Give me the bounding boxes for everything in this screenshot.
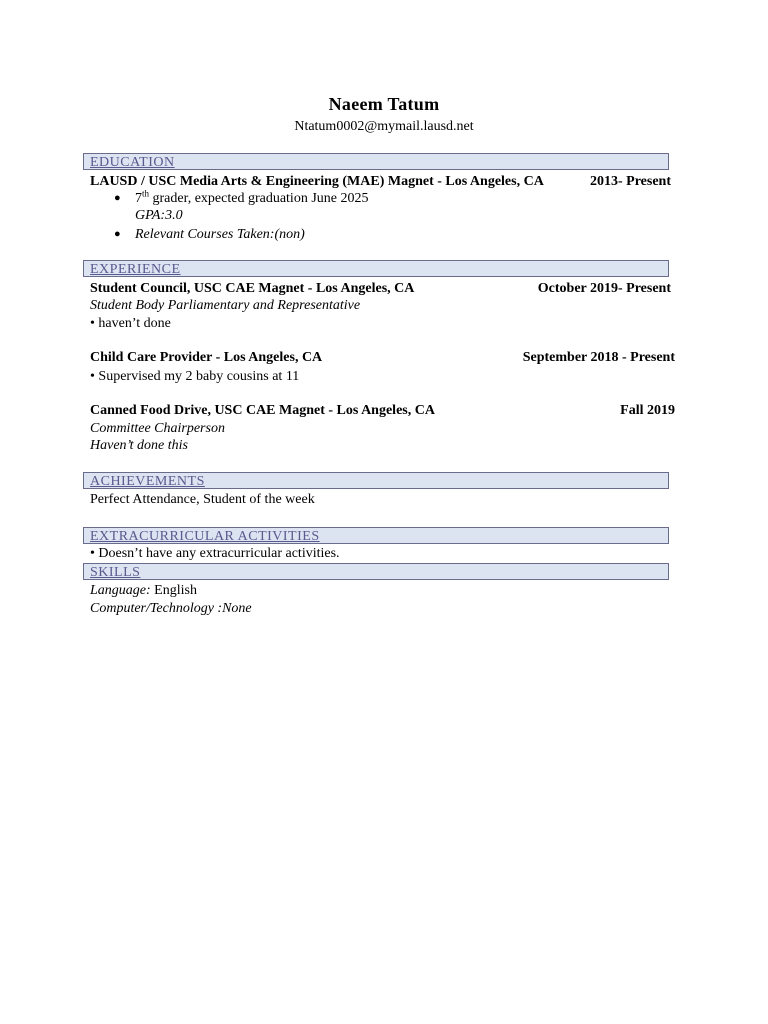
job-detail: • haven’t done [90,316,171,331]
section-title: SKILLS [90,565,141,580]
section-header-education [83,153,669,170]
job-title: Student Council, USC CAE Magnet - Los Angeles, CA [90,281,415,296]
job-role: Committee Chairperson [90,421,225,436]
bullet-icon: ● [114,228,121,240]
education-grade: 7th grader, expected graduation June 2025 [135,188,369,206]
section-title: EXPERIENCE [90,262,181,277]
education-dates: 2013- Present [590,174,671,189]
education-school: LAUSD / USC Media Arts & Engineering (MAE) Magnet - Los Angeles, CA [90,174,544,189]
section-header-achievements [83,472,669,489]
extracurricular-text: • Doesn’t have any extracurricular activities. [90,546,340,561]
section-title: ACHIEVEMENTS [90,474,205,489]
section-header-extracurricular [83,527,669,544]
skills-computer: Computer/Technology :None [90,601,252,616]
job-detail: Haven’t done this [90,438,188,453]
job-dates: October 2019- Present [537,281,671,296]
achievements-text: Perfect Attendance, Student of the week [90,492,315,507]
job-title: Child Care Provider - Los Angeles, CA [90,350,323,365]
job-detail: • Supervised my 2 baby cousins at 11 [90,369,300,384]
job-title: Canned Food Drive, USC CAE Magnet - Los Angeles, CA [90,403,435,418]
job-dates: September 2018 - Present [522,350,675,365]
section-title: EDUCATION [90,155,175,170]
education-courses: Relevant Courses Taken:(non) [135,227,305,242]
candidate-email: Ntatum0002@mymail.lausd.net [294,119,474,134]
section-header-skills [83,563,669,580]
education-gpa: GPA:3.0 [135,208,183,223]
section-header-experience [83,260,669,277]
job-role: Student Body Parliamentary and Representative [90,298,361,313]
candidate-name: Naeem Tatum [328,94,440,114]
skills-language: Language: English [90,583,197,598]
job-dates: Fall 2019 [620,403,675,418]
section-title: EXTRACURRICULAR ACTIVITIES [90,529,320,544]
bullet-icon: ● [114,192,121,204]
